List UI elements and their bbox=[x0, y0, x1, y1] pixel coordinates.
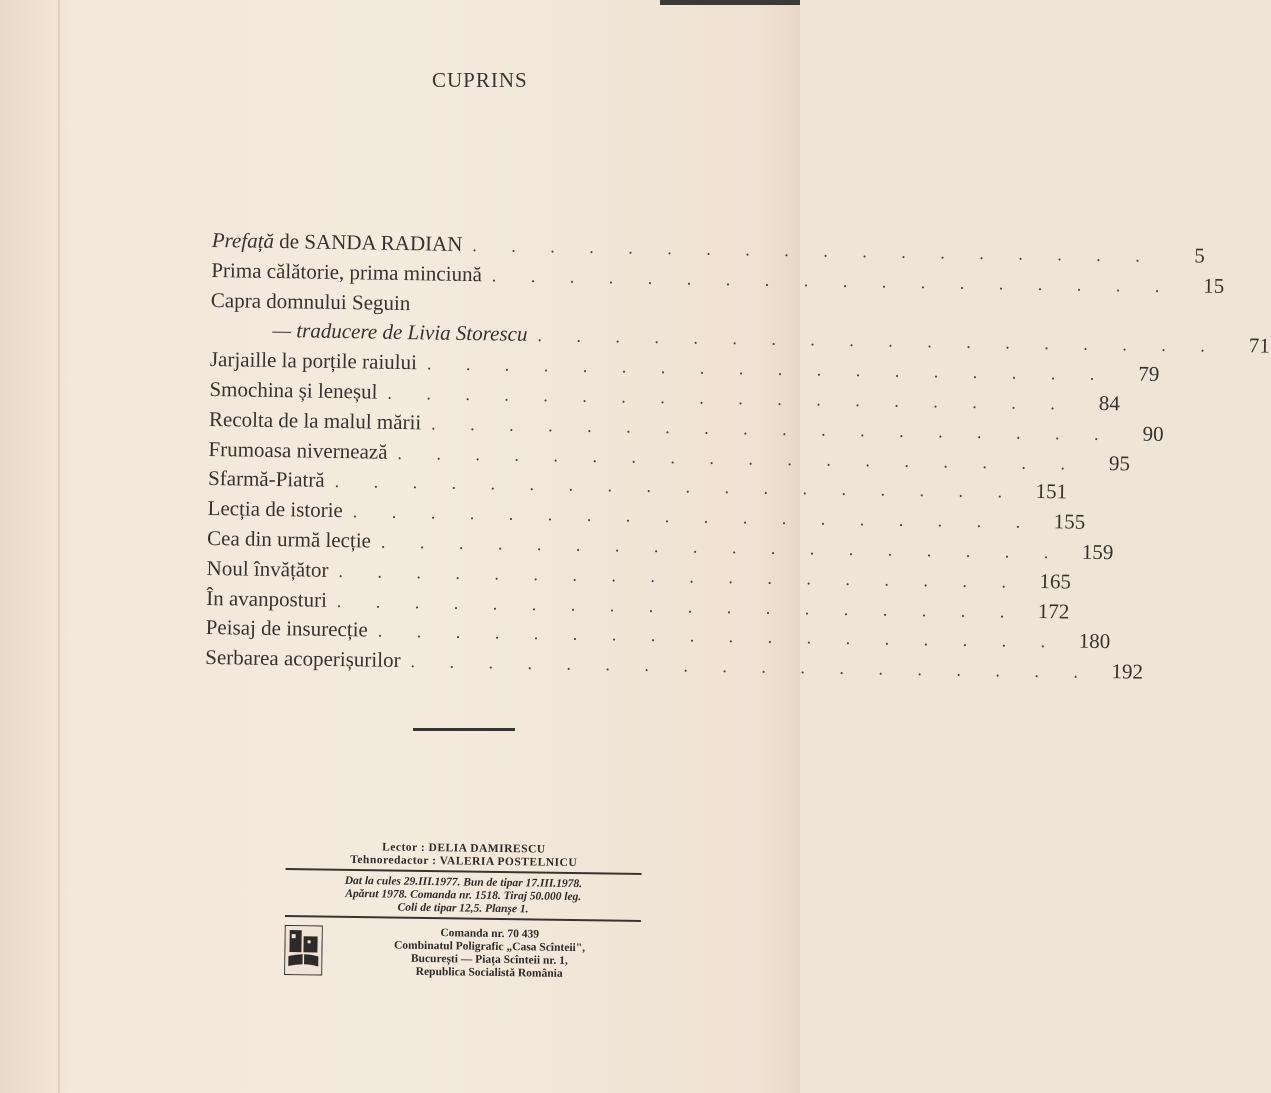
toc-label: Capra domnului Seguin bbox=[210, 287, 411, 315]
dot-leader: . . . . . . . . . . . . . . . . . . bbox=[387, 382, 1070, 414]
colophon-print-details bbox=[285, 874, 642, 918]
dot-leader: . . . . . . . . . . . . . . . . . . bbox=[338, 560, 1022, 592]
lector-name: DELIA DAMIRESCU bbox=[428, 841, 546, 856]
print-run: Apărut 1978. Comanda nr. 1518. Tiraj 50.000 leg. bbox=[345, 887, 582, 904]
order-number: Comanda nr. 70 439 bbox=[440, 927, 540, 941]
dot-leader: . . . . . . . . . . . . . . . . . . bbox=[397, 442, 1081, 474]
dot-leader: . . . . . . . . . . . . . . . . . . bbox=[491, 265, 1175, 296]
dot-leader: . . . . . . . . . . . . . . . . . . bbox=[537, 325, 1221, 357]
dot-leader: . . . . . . . . . . . . . . . . . . bbox=[426, 353, 1110, 385]
toc-page-number: 165 bbox=[1039, 568, 1072, 594]
lector-label: Lector : bbox=[382, 841, 426, 854]
print-dates: Dat la cules 29.III.1977. Bun de tipar 17.III.1978. bbox=[344, 874, 583, 891]
toc-page-number: 15 bbox=[1203, 273, 1225, 298]
printer-logo-graphic bbox=[285, 926, 322, 974]
dot-leader: . . . . . . . . . . . . . . . . . . bbox=[380, 531, 1064, 563]
colophon bbox=[284, 840, 642, 982]
section-divider bbox=[413, 728, 515, 731]
toc-page-number: 71 bbox=[1248, 333, 1271, 359]
printer-country: Republica Socialistă România bbox=[415, 965, 563, 980]
toc-label: Sfarmă-Piatră bbox=[207, 466, 325, 493]
toc-label: Smochina și leneșul bbox=[209, 376, 378, 404]
dot-leader: . . . . . . . . . . . . . . . . . . bbox=[352, 501, 1036, 533]
printer-name: Combinatul Poligrafic „Casa Scînteii", bbox=[393, 939, 586, 955]
printer-logo-icon bbox=[284, 925, 323, 976]
dot-leader: . . . . . . . . . . . . . . . . . . bbox=[410, 651, 1094, 683]
toc-label: Prima călătorie, prima minciună bbox=[211, 257, 483, 287]
dot-leader: . . . . . . . . . . . . . . . . . . bbox=[334, 471, 1018, 503]
tehnoredactor-name: VALERIA POSTELNICU bbox=[439, 855, 578, 870]
toc-label: Jarjaille la porțile raiului bbox=[209, 347, 418, 375]
toc-label: Recolta de la malul mării bbox=[208, 406, 422, 435]
toc-label: de SANDA RADIAN bbox=[273, 228, 463, 256]
toc-page-number: 95 bbox=[1108, 450, 1131, 476]
toc-page-number bbox=[691, 314, 741, 315]
toc-label: În avanposturi bbox=[206, 585, 328, 612]
dot-leader: . . . . . . . . . . . . . . . . . . bbox=[336, 590, 1020, 622]
toc-label: Peisaj de insurecție bbox=[205, 615, 369, 642]
page-title: CUPRINS bbox=[432, 68, 528, 92]
toc-page-number: 90 bbox=[1142, 421, 1164, 446]
toc-label: Cea din urmă lecție bbox=[206, 525, 372, 553]
toc-label: Lecția de istorie bbox=[207, 496, 344, 523]
toc-label-italic: Prefață bbox=[211, 228, 275, 253]
toc-page-number: 180 bbox=[1078, 629, 1111, 654]
toc-label-italic: — traducere de Livia Storescu bbox=[272, 318, 528, 347]
toc-label: Serbarea acoperișurilor bbox=[205, 645, 401, 673]
printer-info bbox=[334, 926, 645, 982]
dot-leader: . . . . . . . . . . . . . . . . . . bbox=[472, 235, 1155, 266]
colophon-staff bbox=[286, 840, 642, 871]
toc-page-number: 79 bbox=[1138, 361, 1160, 387]
colophon-printer bbox=[284, 925, 641, 982]
tehnoredactor-label: Tehnoredactor : bbox=[350, 853, 437, 868]
toc-page-number: 155 bbox=[1053, 509, 1086, 534]
toc-page-number: 84 bbox=[1098, 390, 1121, 416]
toc-label: Noul învățător bbox=[206, 555, 329, 582]
printer-address: București — Piața Scînteii nr. 1, bbox=[410, 952, 568, 967]
toc-label: Frumoasa nivernează bbox=[208, 436, 388, 464]
toc-page-number: 159 bbox=[1081, 539, 1114, 565]
print-sheets: Coli de tipar 12,5. Planșe 1. bbox=[397, 901, 529, 916]
toc-page-number: 192 bbox=[1111, 659, 1144, 684]
dot-leader bbox=[410, 310, 690, 314]
table-of-contents bbox=[205, 228, 1271, 684]
toc-page-number: 151 bbox=[1035, 479, 1068, 504]
page-gutter bbox=[58, 0, 60, 1093]
top-edge-shadow bbox=[660, 0, 800, 5]
toc-page-number: 5 bbox=[1194, 243, 1206, 268]
dot-leader: . . . . . . . . . . . . . . . . . . bbox=[431, 413, 1114, 444]
dot-leader: . . . . . . . . . . . . . . . . . . bbox=[377, 621, 1061, 652]
toc-page-number: 172 bbox=[1037, 598, 1070, 624]
